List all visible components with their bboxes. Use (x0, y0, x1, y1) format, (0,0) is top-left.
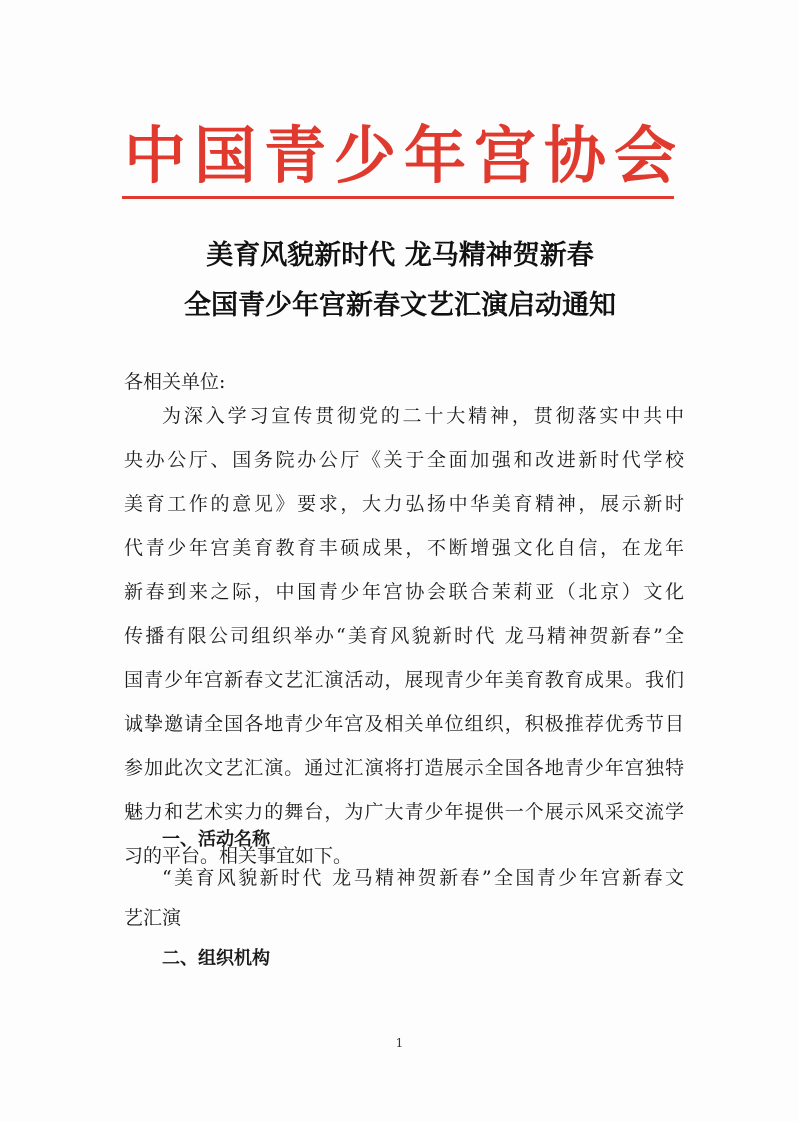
letterhead-red-rule (122, 196, 674, 199)
section-heading-organization: 二、组织机构 (162, 948, 270, 969)
salutation: 各相关单位: (124, 371, 226, 393)
letterhead-org-name: 中国青少年宫协会 (124, 119, 685, 192)
event-name-line: “美育风貌新时代 龙马精神贺新春”全国青少年宫新春文 (162, 867, 684, 889)
section-heading-event-name: 一、活动名称 (162, 829, 270, 850)
paragraph-line: 传播有限公司组织举办“美育风貌新时代 龙马精神贺新春”全 (124, 625, 684, 647)
event-name-paragraph (124, 866, 684, 946)
page-number: 1 (395, 1036, 404, 1050)
intro-paragraph (124, 404, 684, 888)
paragraph-line: 国青少年宫新春文艺汇演活动，展现青少年美育教育成果。我们 (124, 669, 684, 691)
paragraph-line: 为深入学习宣传贯彻党的二十大精神，贯彻落实中共中 (162, 405, 684, 427)
paragraph-line: 诚挚邀请全国各地青少年宫及相关单位组织，积极推荐优秀节目 (124, 713, 684, 735)
paragraph-line: 央办公厅、国务院办公厅《关于全面加强和改进新时代学校 (124, 449, 684, 471)
paragraph-line: 新春到来之际，中国青少年宫协会联合茉莉亚（北京）文化 (124, 581, 684, 603)
event-name-line: 艺汇演 (124, 907, 182, 929)
paragraph-line: 美育工作的意见》要求，大力弘扬中华美育精神，展示新时 (124, 493, 684, 515)
paragraph-line: 代青少年宫美育教育丰硕成果，不断增强文化自信，在龙年 (124, 537, 684, 559)
paragraph-line: 习的平台。相关事宜如下。 (124, 845, 353, 867)
document-title-line-1: 美育风貌新时代 龙马精神贺新春 (206, 240, 594, 271)
paragraph-line: 魅力和艺术实力的舞台，为广大青少年提供一个展示风采交流学 (124, 801, 684, 823)
paragraph-line: 参加此次文艺汇演。通过汇演将打造展示全国各地青少年宫独特 (124, 757, 684, 779)
document-title-line-2: 全国青少年宫新春文艺汇演启动通知 (184, 290, 616, 321)
